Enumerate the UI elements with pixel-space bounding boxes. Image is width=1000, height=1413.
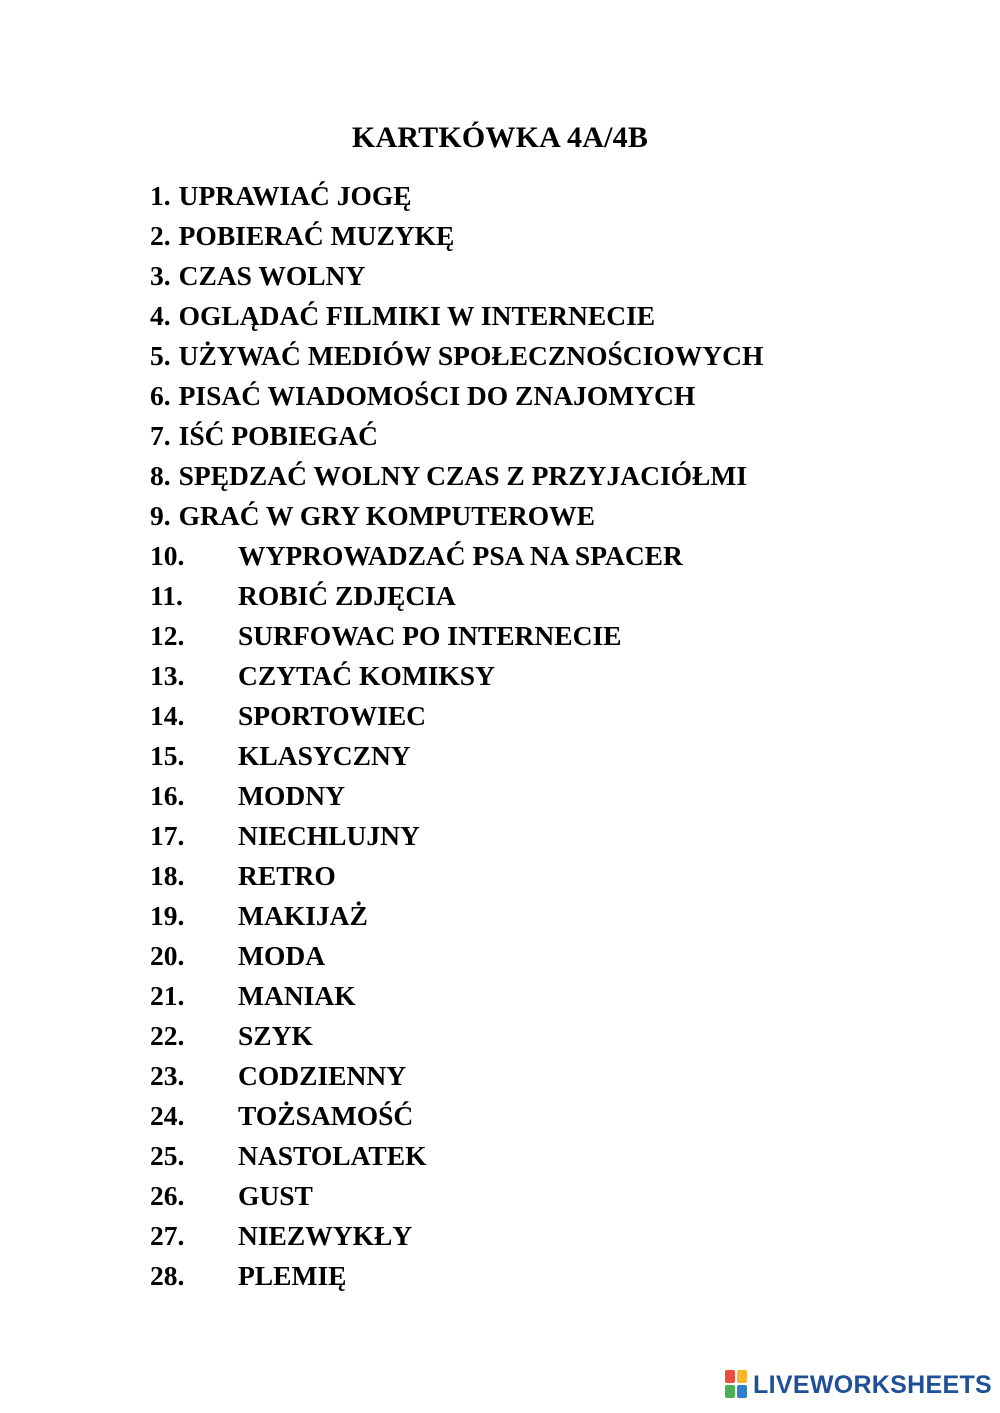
- list-item: [150, 1176, 970, 1216]
- list-item: [150, 1056, 970, 1096]
- item-number: 27.: [150, 1220, 185, 1251]
- item-number: 19.: [150, 900, 185, 931]
- item-number: 3.: [150, 260, 171, 291]
- item-number: 12.: [150, 620, 185, 651]
- item-text: MANIAK: [238, 980, 356, 1011]
- list-item: [150, 376, 970, 416]
- list-item: [150, 656, 970, 696]
- list-item: [150, 1256, 970, 1296]
- list-item: [150, 616, 970, 656]
- logo-square-blue: [737, 1385, 747, 1398]
- item-number: 24.: [150, 1100, 185, 1131]
- item-text: TOŻSAMOŚĆ: [238, 1100, 414, 1131]
- item-text: SPĘDZAĆ WOLNY CZAS Z PRZYJACIÓŁMI: [178, 460, 748, 491]
- item-text: CZAS WOLNY: [178, 260, 366, 291]
- item-text: MAKIJAŻ: [238, 900, 368, 931]
- item-number: 23.: [150, 1060, 185, 1091]
- item-number: 13.: [150, 660, 185, 691]
- logo-square-yellow: [737, 1370, 747, 1383]
- list-item: [150, 416, 970, 456]
- logo-square-red: [725, 1370, 735, 1383]
- item-text: NIECHLUJNY: [238, 820, 420, 851]
- item-number: 17.: [150, 820, 185, 851]
- item-text: PLEMIĘ: [238, 1260, 347, 1291]
- item-text: WYPROWADZAĆ PSA NA SPACER: [238, 540, 683, 571]
- list-item: [150, 1016, 970, 1056]
- liveworksheets-logo[interactable]: [725, 1367, 992, 1403]
- item-text: KLASYCZNY: [238, 740, 411, 771]
- item-number: 14.: [150, 700, 185, 731]
- list-item: [150, 1096, 970, 1136]
- item-number: 6.: [150, 380, 171, 411]
- item-number: 8.: [150, 460, 171, 491]
- item-text: UPRAWIAĆ JOGĘ: [178, 180, 412, 211]
- item-number: 2.: [150, 220, 171, 251]
- item-text: RETRO: [238, 860, 336, 891]
- item-text: MODNY: [238, 780, 345, 811]
- list-item: [150, 976, 970, 1016]
- item-text: UŻYWAĆ MEDIÓW SPOŁECZNOŚCIOWYCH: [178, 340, 764, 371]
- item-text: GRAĆ W GRY KOMPUTEROWE: [178, 500, 596, 531]
- item-number: 25.: [150, 1140, 185, 1171]
- item-text: CZYTAĆ KOMIKSY: [238, 660, 495, 691]
- list-item: [150, 696, 970, 736]
- item-text: POBIERAĆ MUZYKĘ: [178, 220, 455, 251]
- item-text: ROBIĆ ZDJĘCIA: [238, 580, 456, 611]
- item-number: 9.: [150, 500, 171, 531]
- item-number: 4.: [150, 300, 171, 331]
- list-item: [150, 536, 970, 576]
- list-item: [150, 776, 970, 816]
- logo-square-green: [725, 1385, 735, 1398]
- list-item: [150, 256, 970, 296]
- list-item: [150, 336, 970, 376]
- item-number: 26.: [150, 1180, 185, 1211]
- item-number: 21.: [150, 980, 185, 1011]
- item-text: CODZIENNY: [238, 1060, 407, 1091]
- item-number: 15.: [150, 740, 185, 771]
- item-text: IŚĆ POBIEGAĆ: [178, 420, 379, 451]
- item-text: SPORTOWIEC: [238, 700, 427, 731]
- item-text: SURFOWAC PO INTERNECIE: [238, 620, 622, 651]
- list-item: [150, 736, 970, 776]
- list-item: [150, 856, 970, 896]
- item-number: 5.: [150, 340, 171, 371]
- item-number: 22.: [150, 1020, 185, 1051]
- list-item: [150, 176, 970, 216]
- item-number: 18.: [150, 860, 185, 891]
- page-title: KARTKÓWKA 4A/4B: [351, 121, 649, 154]
- item-text: PISAĆ WIADOMOŚCI DO ZNAJOMYCH: [178, 380, 696, 411]
- item-number: 16.: [150, 780, 185, 811]
- list-item: [150, 1216, 970, 1256]
- item-text: NASTOLATEK: [238, 1140, 427, 1171]
- list-item: [150, 896, 970, 936]
- item-number: 10.: [150, 540, 185, 571]
- list-item: [150, 1136, 970, 1176]
- list-item: [150, 456, 970, 496]
- liveworksheets-logo-icon: [725, 1370, 749, 1400]
- item-number: 7.: [150, 420, 171, 451]
- list-item: [150, 936, 970, 976]
- list-item: [150, 816, 970, 856]
- list-item: [150, 496, 970, 536]
- item-text: GUST: [238, 1180, 313, 1211]
- list-item: [150, 296, 970, 336]
- vocabulary-list: [150, 176, 970, 1296]
- item-text: NIEZWYKŁY: [238, 1220, 413, 1251]
- logo-text: LIVEWORKSHEETS: [753, 1370, 992, 1399]
- item-number: 11.: [150, 580, 183, 611]
- item-text: SZYK: [238, 1020, 313, 1051]
- item-text: OGLĄDAĆ FILMIKI W INTERNECIE: [178, 300, 656, 331]
- list-item: [150, 216, 970, 256]
- item-text: MODA: [238, 940, 326, 971]
- item-number: 1.: [150, 180, 171, 211]
- list-item: [150, 576, 970, 616]
- item-number: 20.: [150, 940, 185, 971]
- item-number: 28.: [150, 1260, 185, 1291]
